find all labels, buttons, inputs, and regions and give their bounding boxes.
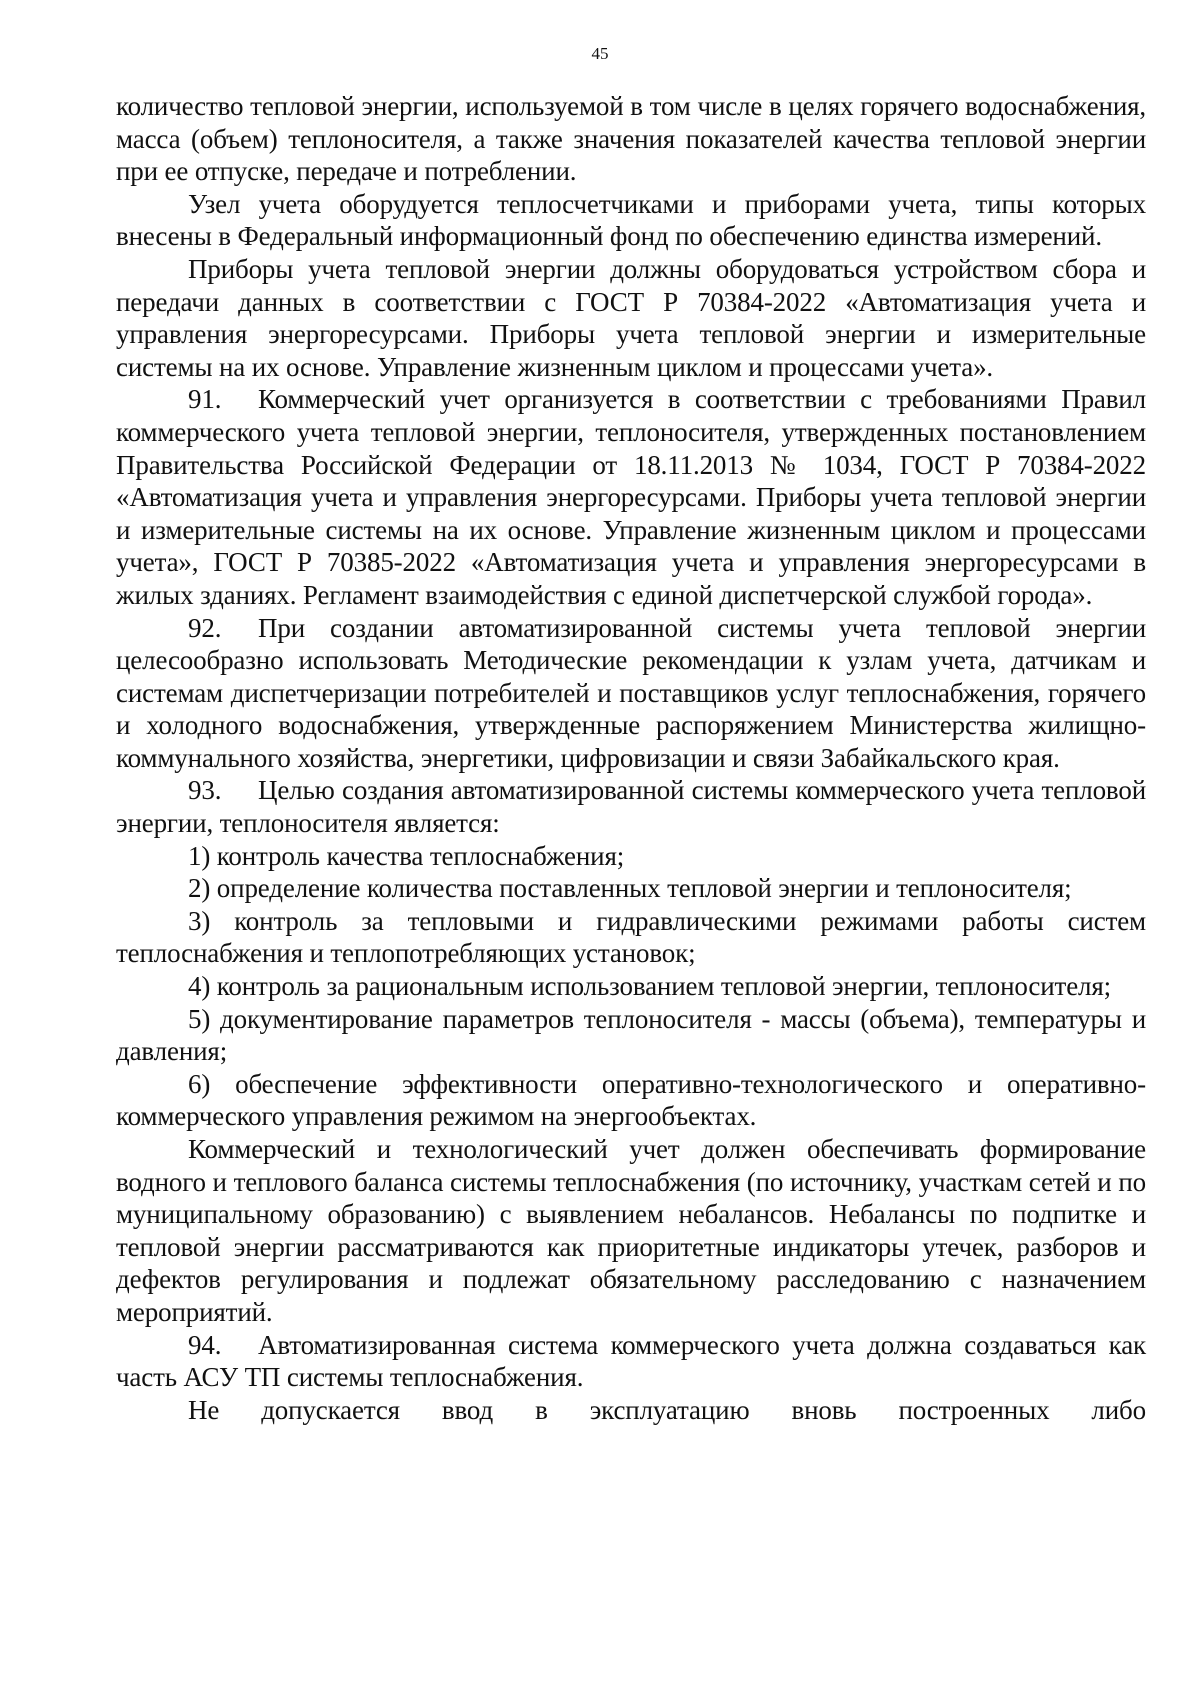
page-number: 45 [591,44,609,63]
list-item-2: 2) определение количества поставленных тепловой энергии и теплоносителя; [188,873,1072,904]
paragraph-94 [116,1329,1146,1394]
paragraph-92 [116,612,1146,775]
paragraph-text: Целью создания автоматизированной системы коммерческого учета тепловой энергии, теплоносителя является: [116,775,1146,839]
paragraph-93 [116,774,1146,839]
paragraph-truncated: Не допускается ввод в эксплуатацию вновь построенных либо [188,1394,1146,1425]
paragraph-number: 93. [188,775,222,806]
paragraph-text: Коммерческий учет организуется в соответствии с требованиями Правил коммерческого учета тепловой энергии, теплоносителя, утвержденных постановлением Правительства Российской Федерации от 18.11.2013 № 1034, ГОСТ Р 70384-2022 «Автоматизация учета и управления энергоресурсами. Приборы учета тепловой энергии и измерительные системы на их основе. Управление жизненным циклом и процессами учета», ГОСТ Р 70385-2022 «Автоматизация учета и управления энергоресурсами в жилых зданиях. Регламент взаимодействия с единой диспетчерской службой города». [116,384,1146,610]
list-item-3: 3) контроль за тепловыми и гидравлическими режимами работы систем теплоснабжения и теплопотребляющих установок; [116,905,1146,969]
paragraph-meter-devices: Приборы учета тепловой энергии должны оборудоваться устройством сбора и передачи данных в соответствии с ГОСТ Р 70384-2022 «Автоматизация учета и управления энергоресурсами. Приборы учета тепловой энергии и измерительные системы на их основе. Управление жизненным циклом и процессами учета». [116,253,1146,382]
document-body [116,90,1146,1426]
paragraph-meter-node: Узел учета оборудуется теплосчетчиками и приборами учета, типы которых внесены в Федеральный информационный фонд по обеспечению единства измерений. [116,188,1146,252]
paragraph-number: 91. [188,384,222,415]
list-item-4: 4) контроль за рациональным использованием тепловой энергии, теплоносителя; [188,971,1111,1002]
paragraph-91 [116,383,1146,611]
list-item-1: 1) контроль качества теплоснабжения; [188,840,625,871]
paragraph-text: Автоматизированная система коммерческого учета должна создаваться как часть АСУ ТП системы теплоснабжения. [116,1329,1146,1393]
list-item-6: 6) обеспечение эффективности оперативно-технологического и оперативно-коммерческого управления режимом на энергообъектах. [116,1068,1146,1132]
paragraph-balance: Коммерческий и технологический учет должен обеспечивать формирование водного и теплового баланса системы теплоснабжения (по источнику, участкам сетей и по муниципальному образованию) с выявлением небалансов. Небалансы по подпитке и тепловой энергии рассматриваются как приоритетные индикаторы утечек, разборов и дефектов регулирования и подлежат обязательному расследованию с назначением мероприятий. [116,1134,1146,1327]
paragraph-number: 92. [188,612,222,643]
paragraph-text: При создании автоматизированной системы учета тепловой энергии целесообразно использовать Методические рекомендации к узлам учета, датчикам и системам диспетчеризации потребителей и поставщиков услуг теплоснабжения, горячего и холодного водоснабжения, утвержденные распоряжением Министерства жилищно-коммунального хозяйства, энергетики, цифровизации и связи Забайкальского края. [116,612,1146,773]
paragraph-continuation: количество тепловой энергии, используемой в том числе в целях горячего водоснабжения, масса (объем) теплоносителя, а также значения показателей качества тепловой энергии при ее отпуске, передаче и потреблении. [116,91,1146,187]
list-item-5: 5) документирование параметров теплоносителя - массы (объема), температуры и давления; [116,1003,1146,1067]
paragraph-number: 94. [188,1329,222,1360]
